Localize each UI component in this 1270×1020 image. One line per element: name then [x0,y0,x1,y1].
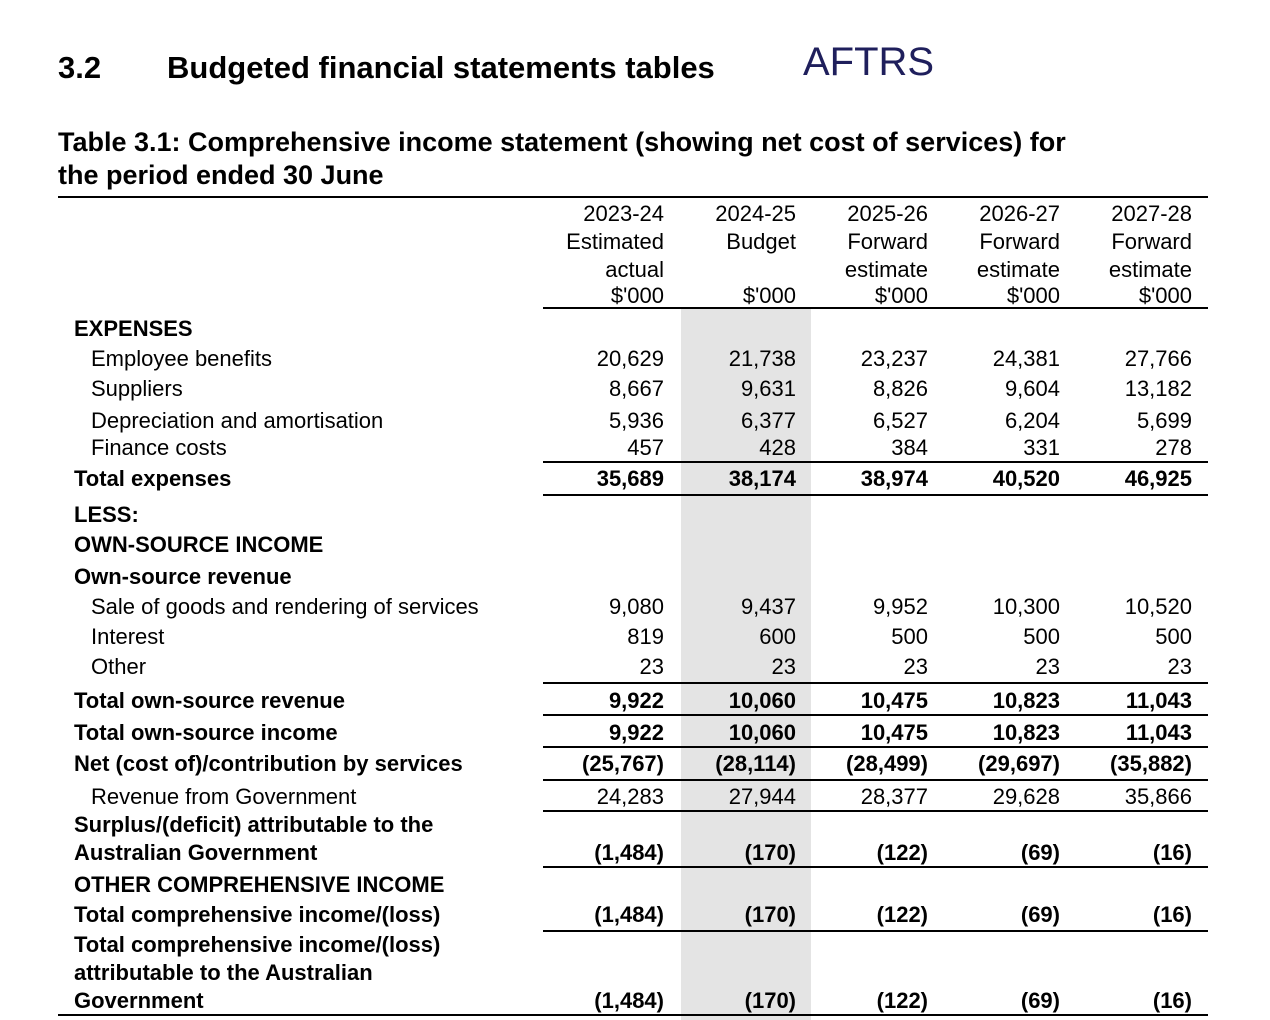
column-header-unit: $'000 [610,283,664,308]
row-label: Total own-source revenue [74,688,345,713]
row-value: 384 [891,435,928,460]
row-rule [543,682,1208,684]
row-value: 38,974 [860,466,928,491]
row-value: 9,437 [740,594,796,619]
row-label: Interest [91,624,165,649]
row-value: 23 [639,654,664,679]
row-label: Own-source revenue [74,564,292,589]
row-label: Australian Government [74,840,318,865]
column-header-l2: estimate [976,257,1060,282]
row-value: (29,697) [978,751,1060,776]
brand-logo-text: AFTRS [803,40,935,84]
row-value: 9,952 [872,594,928,619]
row-value: 6,204 [1004,408,1060,433]
row-value: 21,738 [728,346,796,371]
row-value: (69) [1020,902,1060,927]
row-value: 9,631 [740,376,796,401]
row-rule [543,930,1208,932]
row-value: 9,080 [608,594,664,619]
row-value: 9,604 [1004,376,1060,401]
row-value: 23 [1167,654,1192,679]
table-title [58,126,1218,192]
row-value: 10,520 [1124,594,1192,619]
row-value: 500 [891,624,928,649]
row-rule [543,866,1208,868]
column-header-year: 2026-27 [979,201,1060,226]
column-header-year: 2024-25 [715,201,796,226]
row-value: 278 [1155,435,1192,460]
row-value: (170) [744,988,796,1013]
row-value: 9,922 [608,720,664,745]
column-header-l1: Forward [979,229,1060,254]
row-value: 23 [1035,654,1060,679]
row-value: 28,377 [860,784,928,809]
row-value: 600 [759,624,796,649]
row-label: Sale of goods and rendering of services [91,594,479,619]
row-value: 27,944 [728,784,796,809]
row-value: (16) [1152,988,1192,1013]
row-value: 9,922 [608,688,664,713]
row-label: attributable to the Australian [74,960,373,985]
row-label: OWN-SOURCE INCOME [74,532,324,557]
row-value: (16) [1152,840,1192,865]
row-value: 428 [759,435,796,460]
row-value: 457 [627,435,664,460]
row-value: 6,527 [872,408,928,433]
column-header-l1: Budget [726,229,796,254]
row-label: Net (cost of)/contribution by services [74,751,463,776]
table-top-rule [58,196,1208,198]
row-label: Total own-source income [74,720,338,745]
column-header-l2: estimate [1108,257,1192,282]
section-title: Budgeted financial statements tables [167,50,715,85]
table-title-line-1: Table 3.1: Comprehensive income statement (showing net cost of services) for [58,127,1066,157]
row-value: 24,381 [992,346,1060,371]
row-value: (16) [1152,902,1192,927]
row-label: OTHER COMPREHENSIVE INCOME [74,872,445,897]
column-header-unit: $'000 [1006,283,1060,308]
row-label: EXPENSES [74,316,193,341]
row-rule [543,494,1208,496]
row-value: (28,499) [846,751,928,776]
table-title-line-2: the period ended 30 June [58,160,384,190]
row-value: (69) [1020,988,1060,1013]
row-value: (170) [744,840,796,865]
row-value: (25,767) [582,751,664,776]
row-value: 5,936 [608,408,664,433]
column-header-l1: Estimated [566,229,664,254]
row-value: 10,823 [992,688,1060,713]
row-value: 10,060 [728,720,796,745]
row-value: 38,174 [728,466,796,491]
row-value: 46,925 [1124,466,1192,491]
row-value: 27,766 [1124,346,1192,371]
row-label: LESS: [74,502,139,527]
row-value: 24,283 [596,784,664,809]
row-label: Total comprehensive income/(loss) [74,932,441,957]
row-value: 10,823 [992,720,1060,745]
row-value: 35,689 [596,466,664,491]
row-value: 23 [903,654,928,679]
row-label: Employee benefits [91,346,272,371]
row-rule [543,746,1208,748]
row-label: Total comprehensive income/(loss) [74,902,441,927]
row-value: 331 [1023,435,1060,460]
column-header-year: 2027-28 [1111,201,1192,226]
row-value: 5,699 [1136,408,1192,433]
row-value: (170) [744,902,796,927]
row-rule [543,714,1208,716]
column-header-unit: $'000 [1138,283,1192,308]
column-header-l2: actual [605,257,664,282]
column-header-l1: Forward [847,229,928,254]
row-label: Revenue from Government [91,784,357,809]
row-value: 6,377 [740,408,796,433]
row-value: 10,475 [860,688,928,713]
row-value: (1,484) [594,902,664,927]
row-value: 11,043 [1125,688,1192,713]
row-value: 8,667 [608,376,664,401]
row-label: Total expenses [74,466,232,491]
row-value: 29,628 [992,784,1060,809]
column-header-unit: $'000 [742,283,796,308]
section-number: 3.2 [58,50,102,85]
row-value: 500 [1155,624,1192,649]
row-value: (28,114) [715,751,796,776]
column-header-l2: estimate [844,257,928,282]
row-rule [543,461,1208,463]
row-value: (69) [1020,840,1060,865]
row-value: 40,520 [992,466,1060,491]
row-value: (1,484) [594,840,664,865]
row-value: (35,882) [1110,751,1192,776]
row-rule [543,810,1208,812]
row-value: (122) [876,840,928,865]
row-value: 10,060 [728,688,796,713]
row-value: (1,484) [594,988,664,1013]
row-value: (122) [876,902,928,927]
row-value: 10,475 [860,720,928,745]
row-label: Suppliers [91,376,183,401]
row-value: 20,629 [596,346,664,371]
row-label: Surplus/(deficit) attributable to the [74,812,434,837]
row-value: 13,182 [1124,376,1192,401]
row-value: 23,237 [860,346,928,371]
row-value: 10,300 [992,594,1060,619]
row-rule [58,1014,1208,1016]
row-value: 8,826 [872,376,928,401]
row-value: 819 [627,624,664,649]
row-value: (122) [876,988,928,1013]
row-value: 23 [771,654,796,679]
row-value: 500 [1023,624,1060,649]
row-value: 35,866 [1124,784,1192,809]
row-label: Other [91,654,147,679]
row-label: Depreciation and amortisation [91,408,384,433]
column-header-year: 2023-24 [583,201,664,226]
column-header-unit: $'000 [874,283,928,308]
column-header-year: 2025-26 [847,201,928,226]
row-label: Finance costs [91,435,227,460]
row-label: Government [74,988,204,1013]
row-value: 11,043 [1125,720,1192,745]
column-header-l1: Forward [1111,229,1192,254]
row-rule [543,779,1208,781]
